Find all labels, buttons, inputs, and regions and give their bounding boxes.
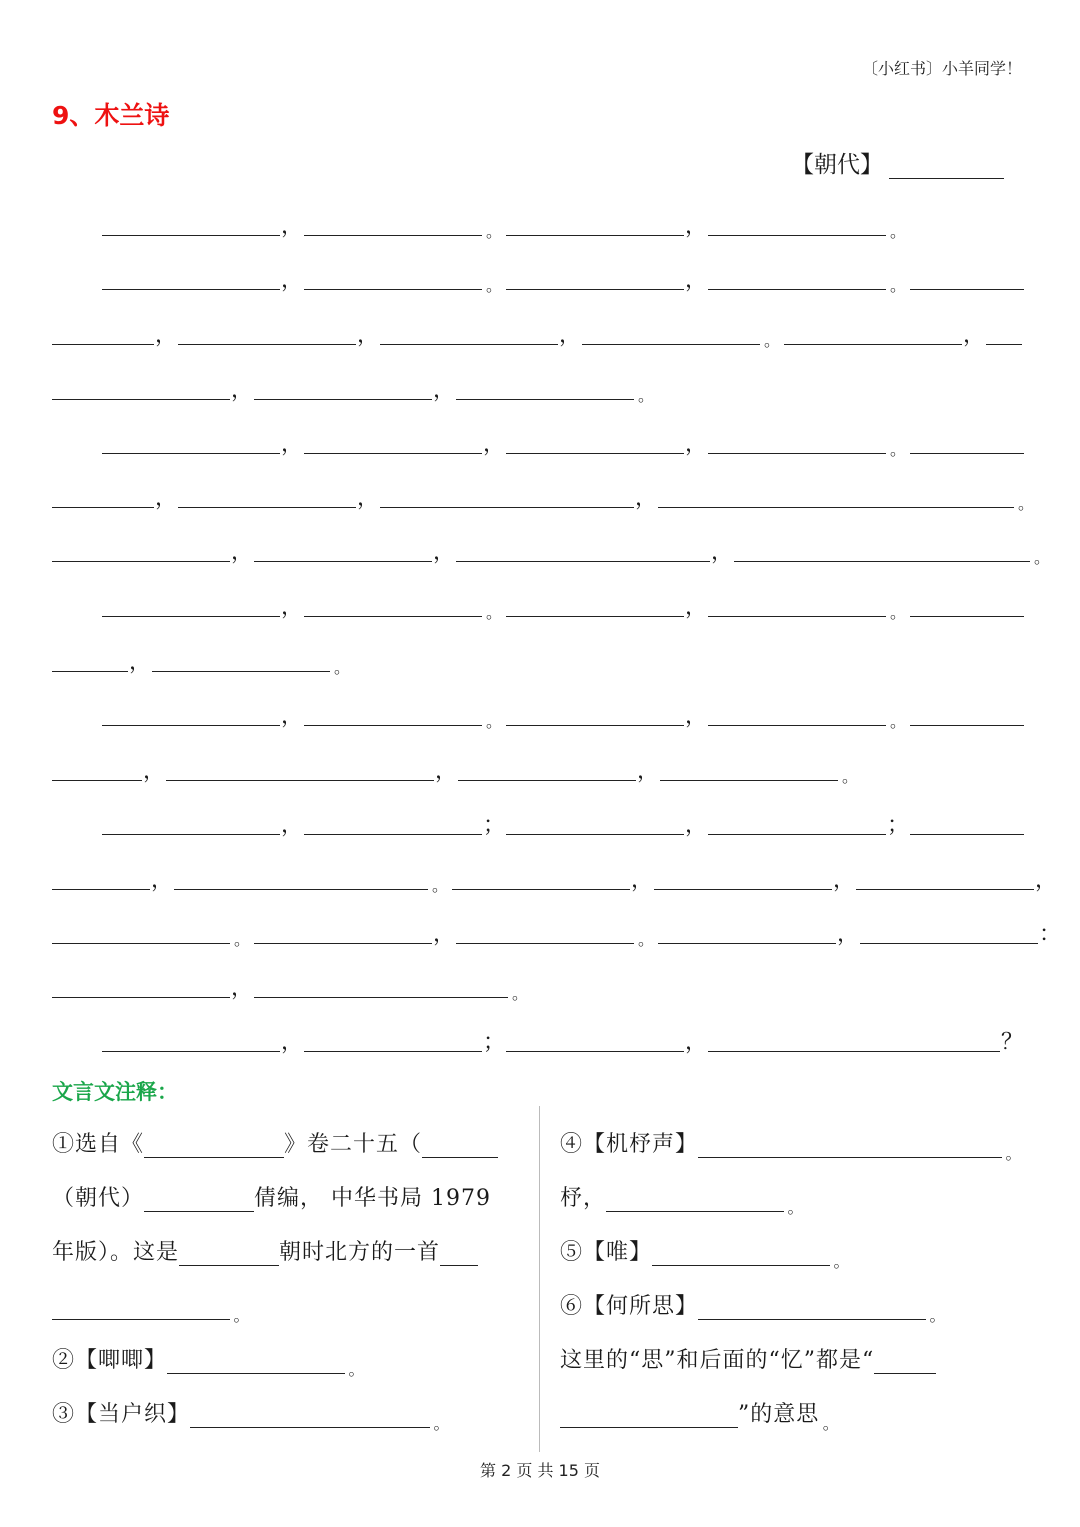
period: 。	[1005, 1144, 1023, 1163]
poem-line	[52, 696, 1028, 731]
poem-blank[interactable]	[910, 594, 1024, 617]
poem-line	[52, 478, 1034, 513]
period: 。	[889, 222, 906, 241]
note-4-line-2	[560, 1178, 1030, 1217]
poem-blank[interactable]	[910, 431, 1024, 454]
poem-line	[52, 260, 1028, 295]
note-blank[interactable]	[560, 1403, 738, 1428]
comma: ，	[684, 214, 707, 239]
comma: ，	[684, 704, 707, 729]
note-blank[interactable]	[652, 1241, 830, 1266]
comma: ，	[280, 268, 303, 293]
poem-line	[52, 315, 1028, 350]
note-2	[52, 1340, 524, 1379]
poem-blank[interactable]	[708, 812, 886, 835]
poem-blank[interactable]	[380, 485, 634, 508]
comma: ，	[432, 922, 455, 947]
poem-blank[interactable]	[52, 485, 154, 508]
page-footer: 第 2 页 共 15 页	[480, 1461, 600, 1480]
poem-blank[interactable]	[304, 812, 482, 835]
poem-blank[interactable]	[506, 703, 684, 726]
poem-line	[52, 587, 1028, 622]
note-blank[interactable]	[179, 1241, 279, 1266]
comma: ，	[128, 650, 151, 675]
comma: ，	[356, 486, 379, 511]
comma: ，	[482, 432, 505, 457]
poem-blank[interactable]	[658, 921, 836, 944]
comma: ，	[684, 1030, 707, 1055]
note-blank[interactable]	[422, 1133, 498, 1158]
colon: ：	[1038, 922, 1061, 947]
note-text: 朝时北方的一首	[279, 1240, 441, 1265]
comma: ，	[150, 868, 173, 893]
poem-blank[interactable]	[52, 322, 154, 345]
comma: ，	[142, 759, 165, 784]
period: 。	[485, 222, 502, 241]
period: 。	[485, 712, 502, 731]
period: 。	[485, 603, 502, 622]
period: 。	[787, 1198, 805, 1217]
column-divider	[539, 1106, 540, 1452]
poem-blank[interactable]	[52, 649, 128, 672]
poem-blank[interactable]	[304, 431, 482, 454]
comma: ，	[1034, 868, 1057, 893]
poem-line	[52, 751, 1028, 786]
poem-blank[interactable]	[654, 867, 832, 890]
comma: ，	[630, 868, 653, 893]
note-6	[560, 1286, 1030, 1325]
period: 。	[485, 276, 502, 295]
note-blank[interactable]	[167, 1349, 345, 1374]
poem-blank[interactable]	[52, 975, 230, 998]
comma: ，	[684, 268, 707, 293]
poem-line	[52, 860, 1057, 895]
period: 。	[889, 712, 906, 731]
note-blank[interactable]	[698, 1295, 926, 1320]
poem-blank[interactable]	[304, 213, 482, 236]
note-blank[interactable]	[144, 1133, 284, 1158]
poem-blank[interactable]	[254, 539, 432, 562]
note-1-line-4	[52, 1286, 524, 1325]
comma: ，	[230, 976, 253, 1001]
poem-blank[interactable]	[734, 539, 1030, 562]
poem-blank[interactable]	[52, 377, 230, 400]
note-4	[560, 1124, 1030, 1163]
comma: ，	[280, 813, 303, 838]
note-blank[interactable]	[144, 1187, 254, 1212]
note-3	[52, 1394, 524, 1433]
period: 。	[822, 1414, 840, 1433]
comma: ，	[636, 759, 659, 784]
period: 。	[833, 1252, 851, 1271]
note-text: 》卷二十五（	[284, 1132, 423, 1157]
period: 。	[841, 767, 858, 786]
poem-blank[interactable]	[660, 758, 838, 781]
poem-line	[52, 370, 1028, 405]
poem-blank[interactable]	[708, 213, 886, 236]
period: 。	[637, 930, 654, 949]
poem-blank[interactable]	[52, 758, 142, 781]
note-text: （朝代）	[52, 1186, 145, 1211]
note-text: 倩编， 中华书局 1979	[254, 1186, 491, 1211]
poem-blank[interactable]	[986, 322, 1022, 345]
poem-blank[interactable]	[506, 431, 684, 454]
period: 。	[233, 930, 250, 949]
period: 。	[233, 1306, 251, 1325]
comma: ，	[558, 323, 581, 348]
poem-blank[interactable]	[910, 703, 1024, 726]
poem-blank[interactable]	[506, 1029, 684, 1052]
comma: ，	[710, 540, 733, 565]
poem-blank[interactable]	[102, 812, 280, 835]
note-5	[560, 1232, 1030, 1271]
poem-line	[52, 206, 1028, 241]
poem-line	[52, 1022, 1028, 1055]
note-blank[interactable]	[190, 1403, 430, 1428]
poem-blank[interactable]	[860, 921, 1038, 944]
comma: ，	[280, 704, 303, 729]
poem-blank[interactable]	[582, 322, 760, 345]
note-text: ①选自《	[52, 1132, 145, 1157]
comma: ，	[684, 432, 707, 457]
poem-blank[interactable]	[506, 267, 684, 290]
note-blank[interactable]	[606, 1187, 784, 1212]
comma: ，	[684, 595, 707, 620]
period: 。	[433, 1414, 451, 1433]
comma: ，	[154, 486, 177, 511]
poem-blank[interactable]	[458, 758, 636, 781]
poem-blank[interactable]	[784, 322, 962, 345]
poem-blank[interactable]	[856, 867, 1034, 890]
note-text: 杼，	[560, 1186, 607, 1211]
dynasty-label: 【朝代】	[791, 152, 883, 178]
comma: ，	[684, 813, 707, 838]
poem-blank[interactable]	[166, 758, 434, 781]
comma: ，	[962, 323, 985, 348]
period: 。	[889, 276, 906, 295]
period: 。	[348, 1360, 366, 1379]
poem-blank[interactable]	[102, 594, 280, 617]
poem-blank[interactable]	[506, 213, 684, 236]
period: 。	[511, 984, 528, 1003]
poem-blank[interactable]	[708, 267, 886, 290]
poem-blank[interactable]	[254, 377, 432, 400]
poem-line	[52, 532, 1050, 567]
poem-blank[interactable]	[102, 1029, 280, 1052]
poem-blank[interactable]	[152, 649, 330, 672]
comma: ，	[634, 486, 657, 511]
period: 。	[431, 876, 448, 895]
poem-blank[interactable]	[52, 867, 150, 890]
poem-blank[interactable]	[52, 539, 230, 562]
poem-blank[interactable]	[254, 975, 508, 998]
note-6-line-3	[560, 1394, 1030, 1433]
period: 。	[1017, 494, 1034, 513]
poem-line	[52, 968, 1028, 1003]
poem-blank[interactable]	[910, 812, 1024, 835]
poem-blank[interactable]	[452, 867, 630, 890]
comma: ，	[356, 323, 379, 348]
poem-blank[interactable]	[456, 921, 634, 944]
note-blank[interactable]	[440, 1241, 478, 1266]
poem-blank[interactable]	[708, 1029, 1000, 1052]
comma: ，	[230, 540, 253, 565]
poem-line	[52, 805, 1028, 838]
note-blank[interactable]	[698, 1133, 1002, 1158]
period: 。	[637, 386, 654, 405]
period: 。	[889, 603, 906, 622]
poem-blank[interactable]	[102, 267, 280, 290]
dynasty-field	[791, 146, 1004, 179]
comma: ，	[230, 378, 253, 403]
note-1-line-2	[52, 1178, 524, 1212]
poem-blank[interactable]	[102, 213, 280, 236]
poem-blank[interactable]	[304, 703, 482, 726]
poem-blank[interactable]	[456, 539, 710, 562]
poem-blank[interactable]	[102, 431, 280, 454]
semicolon: ；	[886, 813, 909, 838]
poem-blank[interactable]	[178, 322, 356, 345]
poem-blank[interactable]	[658, 485, 1014, 508]
note-blank[interactable]	[52, 1295, 230, 1320]
poem-line	[52, 914, 1061, 949]
poem-blank[interactable]	[456, 377, 634, 400]
period: 。	[333, 658, 350, 677]
poem-blank[interactable]	[708, 594, 886, 617]
semicolon: ；	[482, 813, 505, 838]
note-text: 年版）。这是	[52, 1240, 180, 1265]
header-note: 〔小红书〕小羊同学！	[861, 59, 1022, 78]
comma: ，	[836, 922, 859, 947]
question-mark: ？	[1000, 1030, 1023, 1055]
note-text: ②【唧唧】	[52, 1348, 168, 1373]
comma: ，	[832, 868, 855, 893]
period: 。	[929, 1306, 947, 1325]
comma: ，	[434, 759, 457, 784]
period: 。	[1033, 548, 1050, 567]
note-6-line-2	[560, 1340, 1030, 1374]
note-1-line-1	[52, 1124, 524, 1158]
poem-blank[interactable]	[102, 703, 280, 726]
poem-blank[interactable]	[52, 921, 230, 944]
poem-blank[interactable]	[304, 1029, 482, 1052]
note-text: ⑥【何所思】	[560, 1294, 699, 1319]
poem-line	[52, 642, 1028, 677]
note-text: ⑤【唯】	[560, 1240, 653, 1265]
period: 。	[889, 440, 906, 459]
note-1-line-3	[52, 1232, 524, 1266]
poem-blank[interactable]	[506, 594, 684, 617]
poem-blank[interactable]	[254, 921, 432, 944]
comma: ，	[280, 1030, 303, 1055]
note-text: ③【当户织】	[52, 1402, 191, 1427]
poem-blank[interactable]	[174, 867, 428, 890]
poem-blank[interactable]	[178, 485, 356, 508]
comma: ，	[280, 214, 303, 239]
note-blank[interactable]	[874, 1349, 936, 1374]
semicolon: ；	[482, 1030, 505, 1055]
comma: ，	[280, 432, 303, 457]
comma: ，	[280, 595, 303, 620]
note-text: ”的意思	[738, 1402, 820, 1427]
period: 。	[763, 331, 780, 350]
comma: ，	[154, 323, 177, 348]
poem-line	[52, 424, 1028, 459]
poem-blank[interactable]	[708, 431, 886, 454]
comma: ，	[432, 378, 455, 403]
note-text: ④【机杼声】	[560, 1132, 699, 1157]
section-label: 文言文注释：	[52, 1080, 178, 1104]
poem-blank[interactable]	[910, 267, 1024, 290]
page-title: 9、木兰诗	[52, 101, 170, 130]
poem-blank[interactable]	[304, 594, 482, 617]
poem-blank[interactable]	[708, 703, 886, 726]
note-text: 这里的“思”和后面的“忆”都是“	[560, 1348, 875, 1373]
comma: ，	[432, 540, 455, 565]
poem-blank[interactable]	[304, 267, 482, 290]
poem-blank[interactable]	[380, 322, 558, 345]
dynasty-blank[interactable]	[889, 150, 1004, 179]
poem-blank[interactable]	[506, 812, 684, 835]
